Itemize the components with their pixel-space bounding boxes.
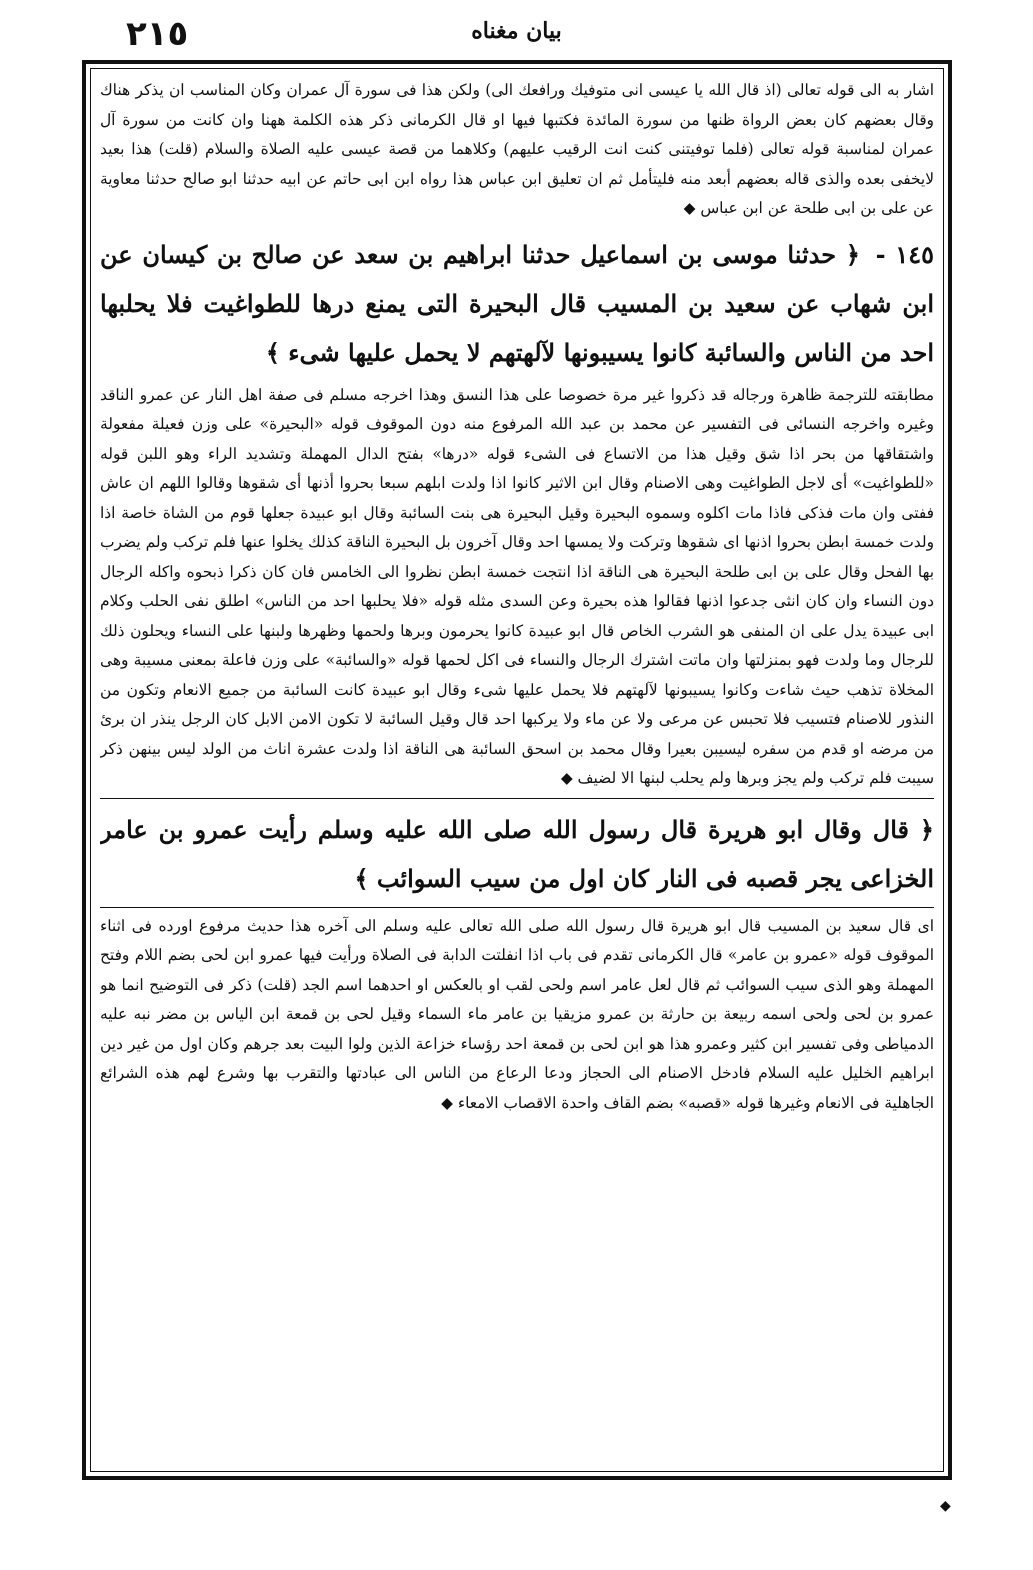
section-divider [100, 907, 934, 908]
hadith-text: ﴿ قال وقال ابو هريرة قال رسول الله صلى الله عليه وسلم رأيت عمرو بن عامر الخزاعى يجر قصبه فى النار كان اول من سيب السوائب ﴾ [100, 814, 934, 893]
hadith-number: ١٤٥ - [875, 239, 934, 269]
hadith-145 [100, 230, 934, 377]
page-content [100, 76, 934, 1470]
footer-mark: ◆ [940, 1498, 951, 1514]
running-title: بيان مغناه [471, 18, 562, 44]
commentary-paragraph-1: اشار به الى قوله تعالى (اذ قال الله يا عيسى انى متوفيك ورافعك الى) ولكن هذا فى سورة آل عمران وكان المناسب ان يذكر هناك وقال بعضهم كان بعض الرواة ظنها من سورة المائدة فكتبها فيها او قال الكرمانى ذكر هذه الكلمة ههنا وان كانت من سورة آل عمران لمناسبة قوله تعالى (فلما توفيتنى كنت انت الرقيب عليهم) وكلاهما من قصة عيسى عليه الصلاة والسلام (قلت) هذا بعيد لايخفى بعده والذى قاله بعضهم أبعد منه فليتأمل ثم ان تعليق ابن عباس هذا رواه ابن ابى حاتم عن ابيه حدثنا ابو صالح حدثنا معاوية عن على بن ابى طلحة عن ابن عباس ◆ [100, 81, 934, 217]
commentary-paragraph-2: مطابقته للترجمة ظاهرة ورجاله قد ذكروا غير مرة خصوصا على هذا النسق وهذا اخرجه مسلم فى صفة اهل النار عن عمرو الناقد وغيره واخرجه النسائى فى التفسير عن محمد بن عبد الله المرفوع منه دون الموقوف قوله «البحيرة» على وزن فعيلة مفعولة واشتقاقها من بحر اذا شق وقيل هذا من الاتساع فى الشىء قوله «درها» بفتح الدال المهملة وتشديد الراء وهو اللبن قوله «للطواغيت» أى لاجل الطواغيت وهى الاصنام وقال ابن الاثير كانوا اذا ولدت ابلهم سبعا بحروا أذنها أى شقوها وقالوا اللهم ان عاش ففتى وان مات فذكى فاذا مات اكلوه وسموه البحيرة وقيل البحيرة هى بنت السائبة وقال ابو عبيدة جعلها قوم من الشاة خاصة اذا ولدت خمسة ابطن بحروا اذنها اى شقوها وتركت ولا يمسها احد وقال آخرون بل البحيرة الناقة كذلك يخلوا عنها فلم تركب ولم يضرب بها الفحل وقال على بن ابى طلحة البحيرة هى الناقة اذا انتجت خمسة ابطن نظروا الى الخامس فان كان ذكرا ذبحوه واكله الرجال دون النساء وان كان انثى جدعوا اذنها فقالوا هذه بحيرة وعن السدى مثله قوله «فلا يحلبها احد من الناس» اطلق نفى الحلب وكلام ابى عبيدة يدل على ان المنفى هو الشرب الخاص قال ابو عبيدة كانوا يحرمون وبرها ولحمها وظهرها ولبنها على النساء ويحلون ذلك للرجال وما ولدت فهو بمنزلتها وان ماتت اشترك الرجال والنساء فى اكل لحمها قوله «والسائبة» على وزن فاعلة بمعنى مسيبة وهى المخلاة تذهب حيث شاءت وكانوا يسيبونها لآلهتهم فلا يحمل عليها شىء وقال ابو عبيدة كانت السائبة من جميع الانعام وتكون من النذور للاصنام فتسيب فلا تحبس عن مرعى ولا عن ماء ولا يركبها احد قال وقيل السائبة لا تكون الامن الابل كان الرجل ينذر ان برئ من مرضه او قدم من سفره ليسيبن بعيرا وقال محمد بن اسحق السائبة هى الناقة اذا ولدت عشرة اناث من الولد ليس بينهن ذكر سيبت فلم تركب ولم يجز وبرها ولم يحلب لبنها الا لضيف ◆ [100, 385, 934, 787]
commentary-paragraph-3: اى قال سعيد بن المسيب قال ابو هريرة قال رسول الله صلى الله تعالى عليه وسلم الى آخره هذا حديث مرفوع اورده فى اثناء الموقوف قوله «عمرو بن عامر» قال الكرمانى تقدم فى باب اذا انفلتت الدابة فى الصلاة ورأيت فيها عمرو ابن لحى بضم اللام وفتح المهملة وهو الذى سيب السوائب ثم قال لعل عامر اسم ولحى لقب او بالعكس او احدهما اسم الجد (قلت) ذكر فى التوضيح انما هو عمرو بن لحى ولحى اسمه ربيعة بن حارثة بن عمرو مزيقيا بن عامر ماء السماء وقيل لحى بن قمعة ابن الياس بن مضر نبه عليه الدمياطى وفى تفسير ابن كثير وعمرو هذا هو ابن لحى بن قمعة احد رؤساء خزاعة الذين ولوا البيت بعد جرهم وكان اول من غير دين ابراهيم الخليل عليه السلام فادخل الاصنام الى الحجاز ودعا الرعاع من الناس الى عبادتها والتقرب بها وشرع لهم هذه الشرائع الجاهلية فى الانعام وغيرها قوله «قصبه» بضم القاف واحدة الاقصاب الامعاء ◆ [100, 916, 934, 1112]
page-number: ٢١٥ [126, 14, 189, 54]
hadith-abu-hurayra [100, 805, 934, 903]
hadith-text: ﴿ حدثنا موسى بن اسماعيل حدثنا ابراهيم بن سعد عن صالح بن كيسان عن ابن شهاب عن سعيد بن المسيب قال البحيرة التى يمنع درها للطواغيت فلا يحلبها احد من الناس والسائبة كانوا يسيبونها لآلهتهم لا يحمل عليها شىء ﴾ [100, 239, 934, 367]
section-divider [100, 798, 934, 799]
